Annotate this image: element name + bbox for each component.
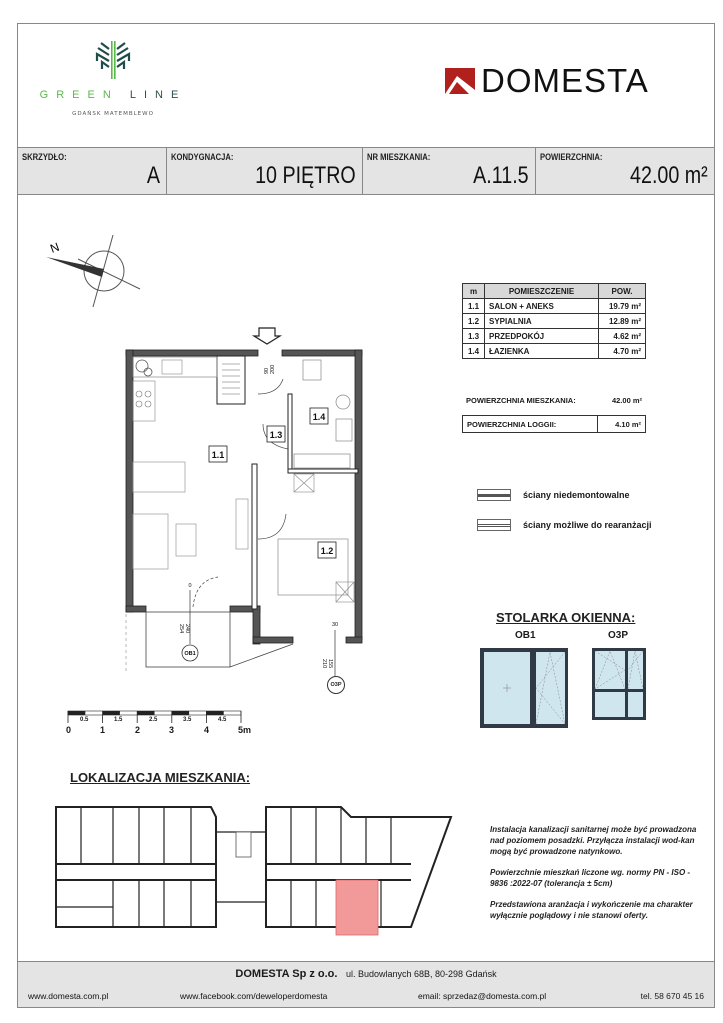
scale-label-4-5: 4.5 [218, 717, 227, 723]
legend-movable-walls [477, 519, 652, 531]
wall-fixed-swatch [477, 489, 511, 501]
window-ob1-label: OB1 [515, 630, 536, 641]
wall-top-left [126, 350, 258, 356]
room-name: PRZEDPOKÓJ [485, 329, 599, 344]
apartment-number-cell [363, 147, 536, 195]
sofa [133, 514, 168, 569]
apartment-floor-plan [118, 324, 378, 684]
room-id: 1.2 [463, 314, 485, 329]
ob1-sill-height: 0 [188, 583, 192, 589]
scale-label-5m: 5m [238, 725, 252, 735]
footer-phone: tel. 58 670 45 16 [640, 991, 704, 1001]
room-label-1-1: 1.1 [211, 450, 225, 460]
wall-left [126, 350, 133, 612]
area-label: POWIERZCHNIA: [540, 152, 603, 162]
header-room: POMIESZCZENIE [485, 284, 599, 299]
room-id: 1.1 [463, 299, 485, 314]
table-row [463, 344, 646, 359]
total-area-value: 42.00 m² [611, 396, 642, 405]
legend-label: ściany możliwe do rearanżacji [523, 520, 652, 530]
windows-title: STOLARKA OKIENNA: [496, 610, 636, 625]
header-area: POW. [599, 284, 646, 299]
north-compass-icon [38, 229, 148, 309]
highlighted-apartment [336, 880, 378, 935]
footer-company-line [18, 968, 714, 980]
apartment-number-label: NR MIESZKANIA: [367, 152, 431, 162]
floor-cell [167, 147, 363, 195]
green-line-logo [38, 39, 188, 117]
room-label-1-2: 1.2 [320, 546, 334, 556]
dining-table [133, 462, 185, 492]
compass-n-label: N [48, 239, 62, 256]
loggia-area [462, 415, 646, 433]
location-title: LOKALIZACJA MIESZKANIA: [70, 770, 251, 785]
o3p-dim-2: 210 [321, 659, 327, 669]
floor-label: KONDYGNACJA: [171, 152, 234, 162]
footer [18, 961, 714, 1007]
note-disclaimer: Przedstawiona aranżacja i wykończenie ma charakter wyłącznie poglądowy i nie stanowi oferty. [490, 900, 693, 920]
domesta-logo [445, 64, 649, 97]
room-label-1-3: 1.3 [269, 430, 283, 440]
tree-logo-icon [93, 39, 133, 81]
wing-value: A [146, 162, 160, 189]
room-id: 1.3 [463, 329, 485, 344]
window-ob1-drawing [479, 647, 569, 729]
watermark: otodom [0, 1006, 64, 1022]
notes [490, 824, 700, 931]
window-o3p-drawing [591, 647, 647, 723]
ob1-dim-1: 254 [178, 624, 184, 634]
scale-label-1-5: 1.5 [114, 717, 123, 723]
room-area: 12.89 m² [599, 314, 646, 329]
washing-machine [336, 395, 350, 409]
entrance-arrow-icon [254, 328, 280, 344]
loggia-area-label: POWIERZCHNIA LOGGII: [463, 416, 598, 432]
wing-cell [18, 147, 167, 195]
project-name-word2: LINE [129, 89, 187, 101]
project-name-word1: GREEN [39, 89, 119, 101]
loggia-area-value: 4.10 m² [615, 420, 641, 429]
footer-company: DOMESTA Sp z o.o. [235, 968, 338, 980]
bed [278, 539, 348, 595]
washbasin [336, 419, 352, 441]
area-value: 42.00 m² [630, 162, 708, 189]
footer-facebook-link[interactable]: www.facebook.com/deweloperdomesta [180, 991, 328, 1001]
project-name [38, 89, 188, 101]
wall-top-right [282, 350, 362, 356]
note-plumbing: Instalacja kanalizacji sanitarnej może być prowadzona nad poziomem posadzki. Przyłącza instalacji wod-kan mogą być prowadzone natynkowo. [490, 825, 697, 856]
scale-label-0: 0 [66, 725, 72, 735]
o3p-tag: O3P [327, 676, 345, 694]
floor-value: 10 PIĘTRO [255, 162, 356, 189]
entrance-dim-2: 200 [270, 364, 276, 374]
staircase [236, 832, 251, 857]
room-area: 4.70 m² [599, 344, 646, 359]
scale-label-2: 2 [135, 725, 141, 735]
scale-label-3-5: 3.5 [183, 717, 192, 723]
legend-label: ściany niedemontowalne [523, 490, 630, 500]
scale-label-0-5: 0.5 [80, 717, 89, 723]
scale-label-3: 3 [169, 725, 175, 735]
scale-label-1: 1 [100, 725, 106, 735]
table-row [463, 299, 646, 314]
ob1-dim-2: 240 [184, 624, 190, 634]
scale-bar [65, 707, 265, 739]
o3p-sill-height: 30 [331, 622, 339, 628]
room-label-1-4: 1.4 [312, 412, 326, 422]
room-name: SYPIALNIA [485, 314, 599, 329]
window-o3p-label: O3P [608, 630, 629, 641]
wall-right [355, 350, 362, 640]
scale-label-2-5: 2.5 [149, 717, 158, 723]
floorplan-sheet [17, 23, 715, 1008]
wall-movable-swatch [477, 519, 511, 531]
building-location-plan [51, 802, 471, 952]
note-area-standard: Powierzchnie mieszkań liczone wg. normy PN - ISO - 9836 :2022-07 (tolerancja ± 5cm) [490, 868, 691, 888]
total-area-label: POWIERZCHNIA MIESZKANIA: [466, 396, 576, 405]
area-cell [536, 147, 714, 195]
room-area: 4.62 m² [599, 329, 646, 344]
table-row [463, 314, 646, 329]
legend-fixed-walls [477, 489, 630, 501]
header-number: m [463, 284, 485, 299]
ob1-tag: OB1 [184, 651, 196, 657]
apartment-number-value: A.11.5 [473, 162, 529, 189]
bathtub [294, 454, 350, 468]
table-row [463, 329, 646, 344]
project-location: GDAŃSK MATEMBLEWO [72, 111, 154, 117]
footer-address: ul. Budowlanych 68B, 80-298 Gdańsk [345, 969, 497, 979]
room-area: 19.79 m² [599, 299, 646, 314]
rooms-table-header [463, 284, 646, 299]
room-name: SALON + ANEKS [485, 299, 599, 314]
domesta-roof-icon [445, 68, 475, 94]
entrance-dim-1: 90 [264, 367, 270, 374]
apartment-total-area [462, 396, 646, 405]
o3p-dim-1: 155 [327, 659, 333, 669]
scale-label-4: 4 [204, 725, 210, 735]
rooms-table [462, 283, 646, 359]
footer-website-link[interactable]: www.domesta.com.pl [28, 991, 109, 1001]
room-id: 1.4 [463, 344, 485, 359]
wing-label: SKRZYDŁO: [22, 152, 67, 162]
domesta-wordmark: DOMESTA [481, 62, 649, 99]
toilet [303, 360, 321, 380]
room-name: ŁAZIENKA [485, 344, 599, 359]
footer-email-link[interactable]: email: sprzedaz@domesta.com.pl [418, 991, 547, 1001]
